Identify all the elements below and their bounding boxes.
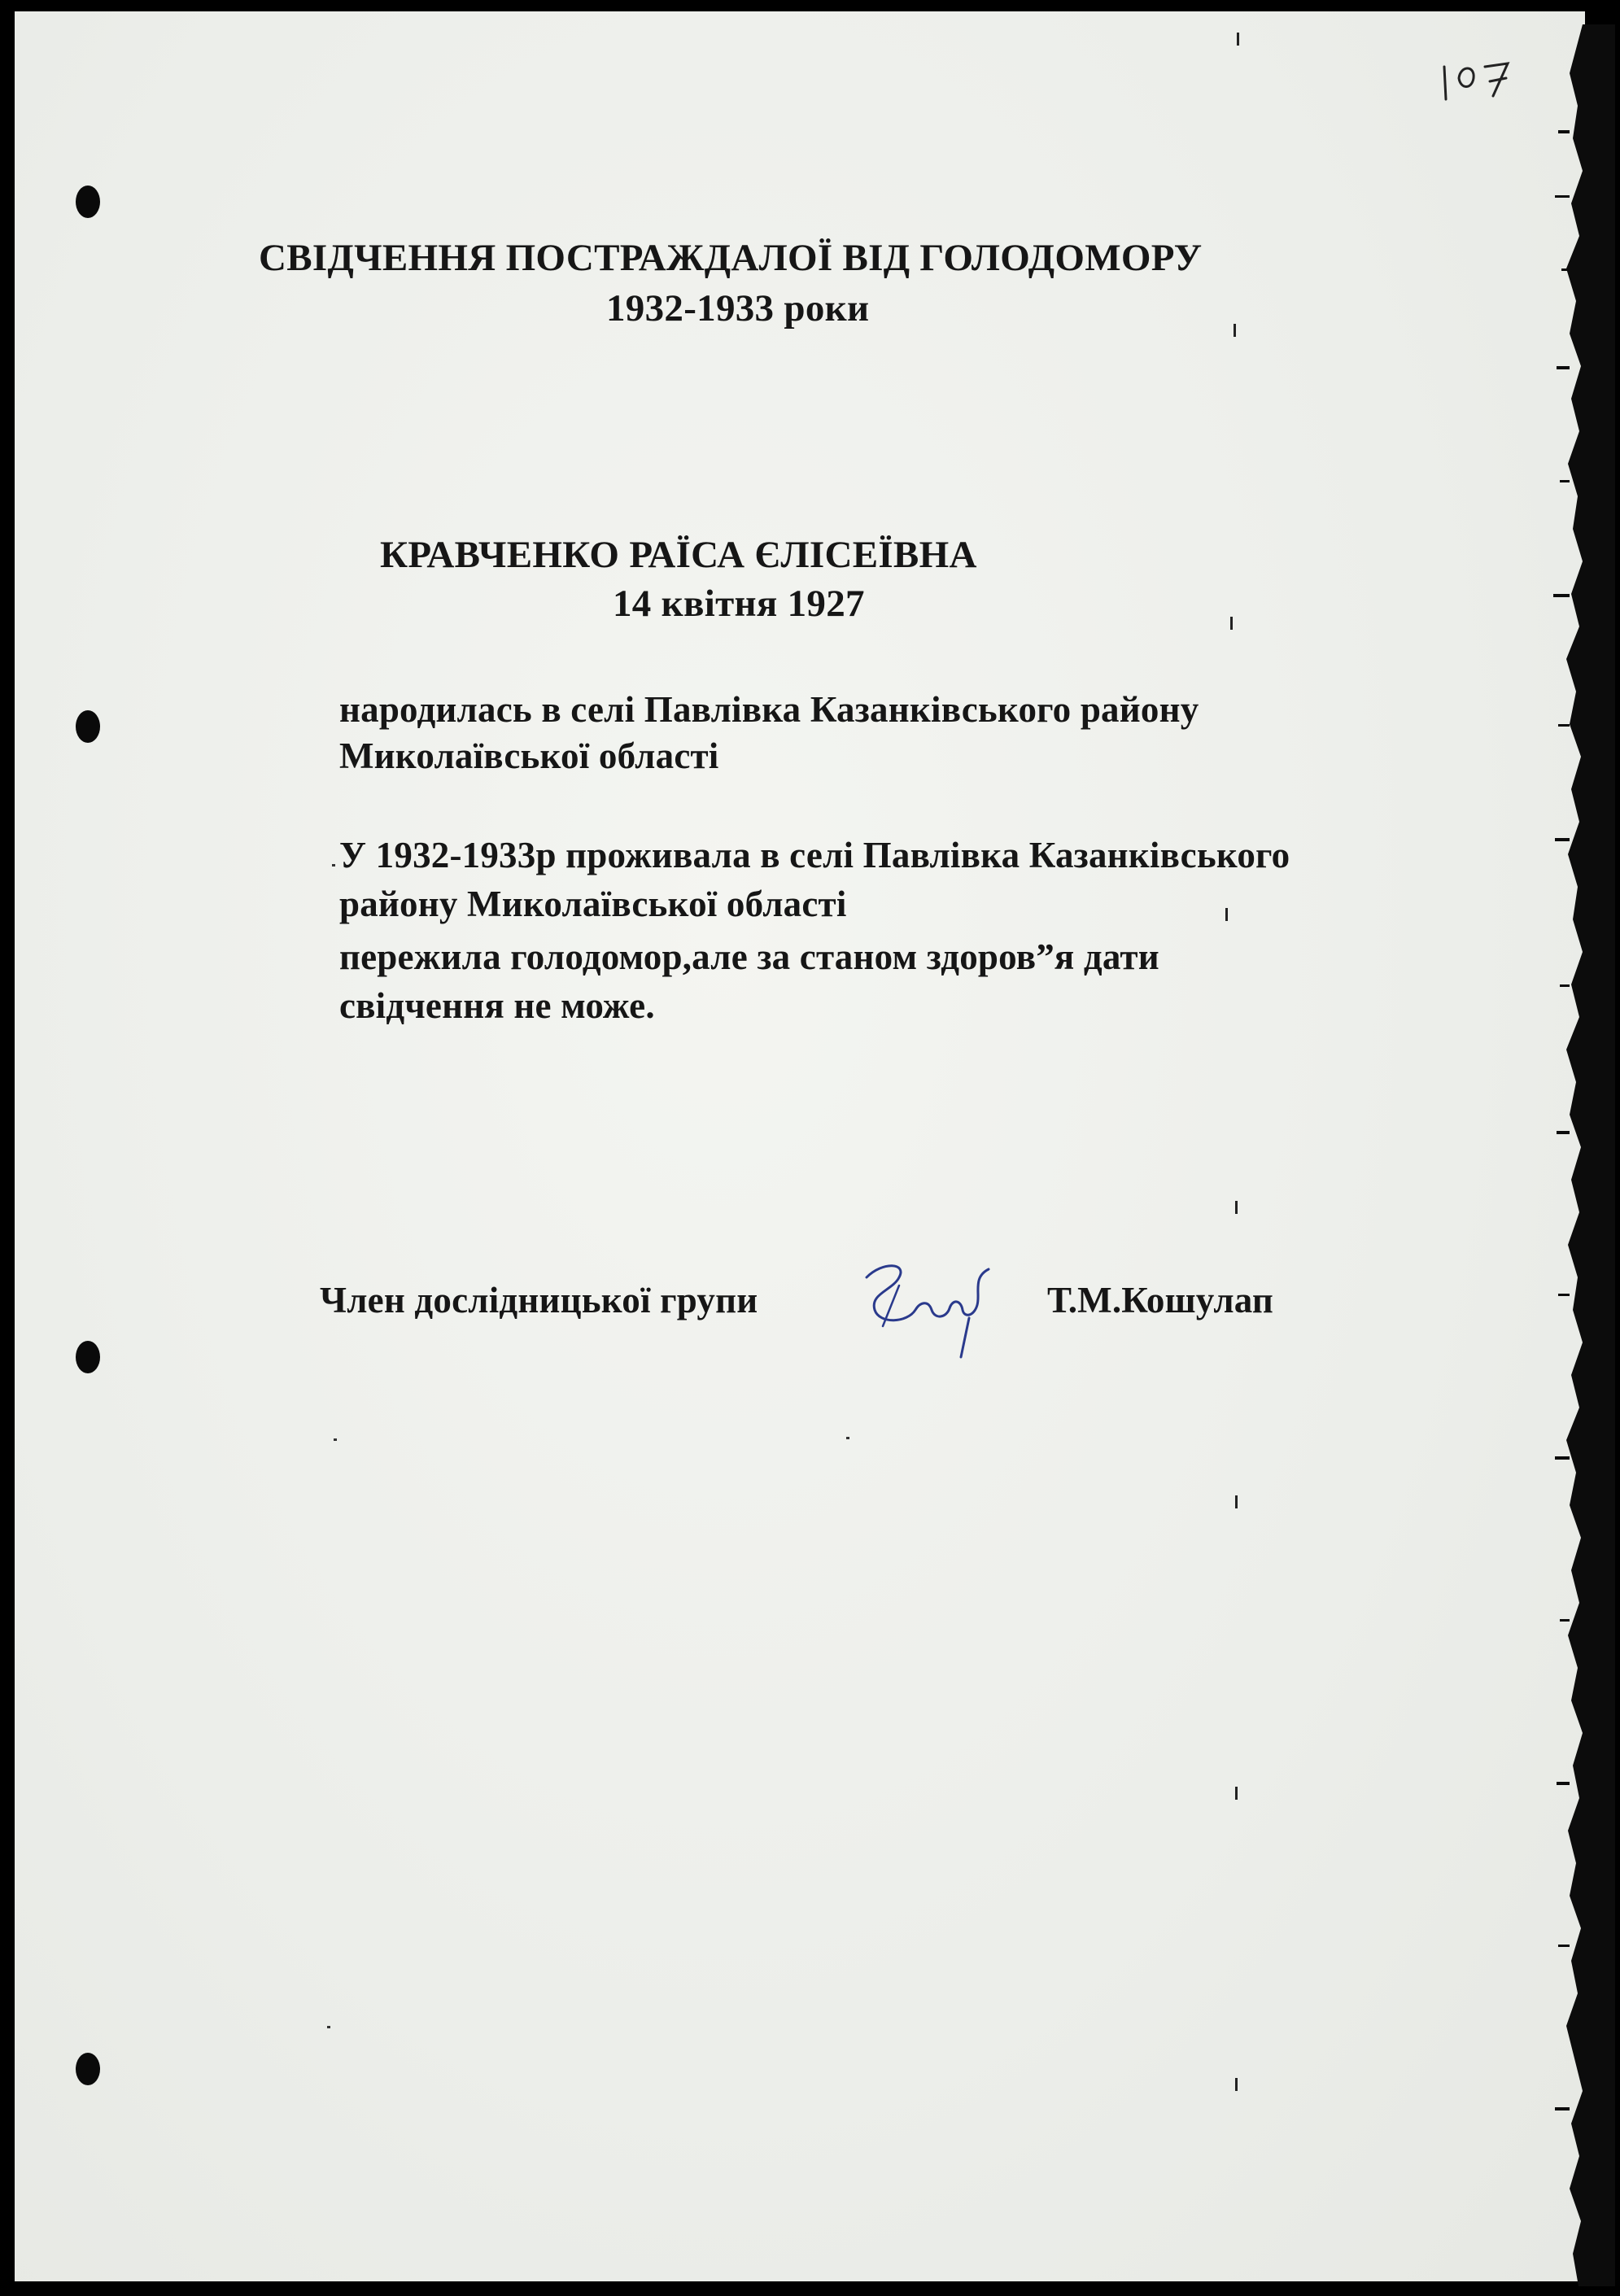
punch-hole bbox=[76, 1341, 100, 1373]
scan-speck bbox=[332, 864, 335, 866]
residence-line-2: району Миколаївської області bbox=[339, 884, 847, 924]
punch-hole bbox=[76, 710, 100, 743]
signature-role-label: Член дослідницької групи bbox=[320, 1280, 758, 1320]
scan-mark bbox=[1235, 1787, 1238, 1800]
scan-mark bbox=[1234, 324, 1236, 337]
residence-line-1: У 1932-1933р проживала в селі Павлівка Казанківського bbox=[339, 835, 1290, 875]
paper-sheet bbox=[15, 11, 1585, 2281]
punch-hole bbox=[76, 186, 100, 218]
scan-speck bbox=[846, 1437, 849, 1439]
scan-mark bbox=[1235, 2078, 1238, 2091]
scan-speck bbox=[327, 2026, 330, 2028]
scan-mark bbox=[1235, 1495, 1238, 1508]
birth-place-line-1: народилась в селі Павлівка Казанківського району bbox=[339, 689, 1199, 730]
scan-mark bbox=[1225, 908, 1228, 921]
person-name: КРАВЧЕНКО РАЇСА ЄЛІСЕЇВНА bbox=[380, 534, 977, 576]
folio-number-handwritten bbox=[1436, 49, 1526, 122]
scan-mark bbox=[1237, 33, 1239, 46]
binding-edge bbox=[1534, 24, 1615, 2286]
status-line-2: свідчення не може. bbox=[339, 985, 655, 1026]
punch-hole bbox=[76, 2053, 100, 2085]
scan-mark bbox=[1235, 1201, 1238, 1214]
scan-mark bbox=[1230, 617, 1233, 630]
signer-name: Т.М.Кошулап bbox=[1047, 1280, 1274, 1320]
document-title: СВІДЧЕННЯ ПОСТРАЖДАЛОЇ ВІД ГОЛОДОМОРУ bbox=[259, 237, 1203, 279]
handwritten-signature bbox=[850, 1245, 1005, 1367]
scan-speck bbox=[334, 1438, 337, 1441]
status-line-1: пережила голодомор,але за станом здоров”я дати bbox=[339, 936, 1159, 977]
birth-date: 14 квітня 1927 bbox=[613, 583, 865, 625]
document-subtitle-years: 1932-1933 роки bbox=[606, 287, 870, 330]
birth-place-line-2: Миколаївської області bbox=[339, 736, 719, 776]
